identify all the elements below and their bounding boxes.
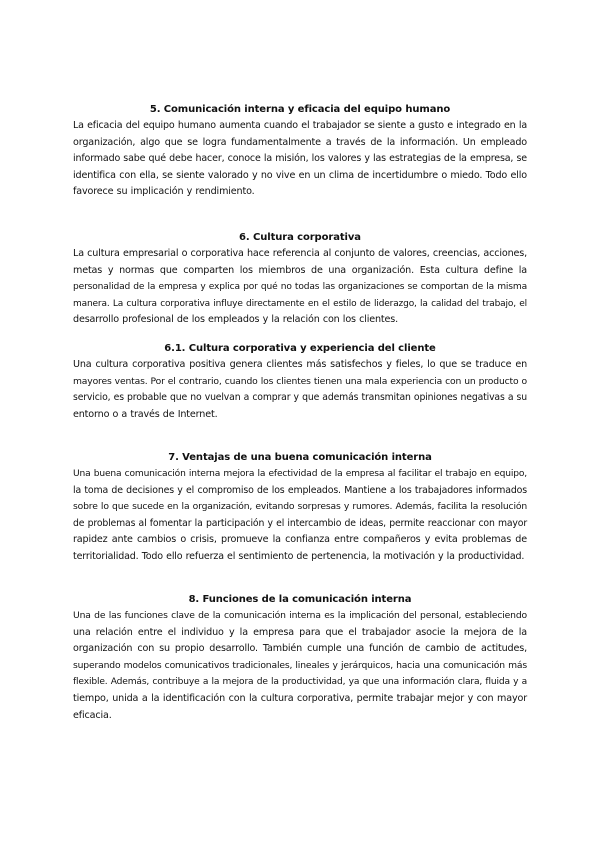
paragraph-line: rapidez ante cambios o crisis, promueve la confianza entre compañeros y evita problemas de: [73, 534, 527, 546]
section-paragraph: [73, 246, 527, 329]
section-paragraph: [73, 118, 527, 201]
paragraph-line: organización con su propio desarrollo. También cumple una función de cambio de actitudes,: [73, 643, 527, 655]
paragraph-line: Una buena comunicación interna mejora la efectividad de la empresa al facilitar el trabajo en equipo,: [73, 469, 527, 479]
paragraph-line: servicio, es probable que no vuelvan a comprar y que además transmitan opiniones negativas a su: [73, 392, 527, 404]
paragraph-line: entorno o a través de Internet.: [73, 408, 218, 420]
section-paragraph: [73, 357, 527, 423]
paragraph-line: Una cultura corporativa positiva genera clientes más satisfechos y fieles, lo que se traduce en: [73, 359, 527, 370]
paragraph-line: territorialidad. Todo ello refuerza el sentimiento de pertenencia, la motivación y la productividad.: [73, 550, 525, 562]
paragraph-line: una relación entre el individuo y la empresa para que el trabajador asocie la mejora de la: [73, 626, 527, 638]
paragraph-line: organización, algo que se logra fundamentalmente a través de la información. Un empleado: [73, 136, 527, 148]
paragraph-line: La eficacia del equipo humano aumenta cuando el trabajador se siente a gusto e integrado en la: [73, 120, 527, 131]
paragraph-line: desarrollo profesional de los empleados y la relación con los clientes.: [73, 314, 399, 326]
section-heading: 5. Comunicación interna y eficacia del equipo humano: [149, 104, 451, 115]
paragraph-line: mayores ventas. Por el contrario, cuando los clientes tienen una mala experiencia con un producto o: [73, 375, 527, 387]
section-paragraph: [73, 466, 527, 566]
section-heading: 7. Ventajas de una buena comunicación interna: [168, 452, 432, 463]
paragraph-line: identifica con ella, se siente valorado y no vive en un clima de incertidumbre o miedo. Todo ello: [73, 169, 527, 181]
paragraph-line: la toma de decisiones y el compromiso de los empleados. Mantiene a los trabajadores informados: [73, 484, 527, 496]
section-comunicacion-interna-eficacia: [73, 102, 527, 201]
section-cultura-experiencia-cliente: [73, 341, 527, 423]
paragraph-line: flexible. Además, contribuye a la mejora de la productividad, ya que una información clara, fluida y a: [73, 677, 527, 688]
paragraph-line: metas y normas que comparten los miembros de una organización. Esta cultura define la: [73, 264, 527, 276]
paragraph-line: tiempo, unida a la identificación con la cultura corporativa, permite trabajar mejor y con mayor: [73, 692, 527, 704]
paragraph-line: eficacia.: [73, 709, 112, 721]
paragraph-line: favorece su implicación y rendimiento.: [73, 186, 255, 198]
section-cultura-corporativa: [73, 230, 527, 329]
section-heading: 6.1. Cultura corporativa y experiencia del cliente: [164, 343, 436, 354]
section-ventajas-comunicacion: [73, 450, 527, 566]
paragraph-line: informado sabe qué debe hacer, conoce la misión, los valores y las estrategias de la empresa, se: [73, 153, 527, 165]
section-heading: 8. Funciones de la comunicación interna: [188, 594, 412, 605]
paragraph-line: Una de las funciones clave de la comunicación interna es la implicación del personal, estableciendo: [73, 610, 527, 621]
paragraph-line: La cultura empresarial o corporativa hace referencia al conjunto de valores, creencias, acciones,: [73, 248, 527, 259]
paragraph-line: personalidad de la empresa y explica por qué no todas las organizaciones se comportan de la misma: [73, 282, 527, 293]
section-funciones-comunicacion: [73, 592, 527, 724]
paragraph-line: de problemas al fomentar la participación y el intercambio de ideas, permite reaccionar con mayor: [73, 517, 527, 529]
section-heading: 6. Cultura corporativa: [239, 232, 361, 243]
paragraph-line: manera. La cultura corporativa influye directamente en el estilo de liderazgo, la calidad del trabajo, el: [73, 298, 527, 309]
paragraph-line: superando modelos comunicativos tradicionales, lineales y jerárquicos, hacia una comunicación más: [73, 659, 527, 671]
paragraph-line: sobre lo que sucede en la organización, evitando sorpresas y rumores. Además, facilita la resolución: [73, 501, 527, 513]
section-paragraph: [73, 608, 527, 724]
